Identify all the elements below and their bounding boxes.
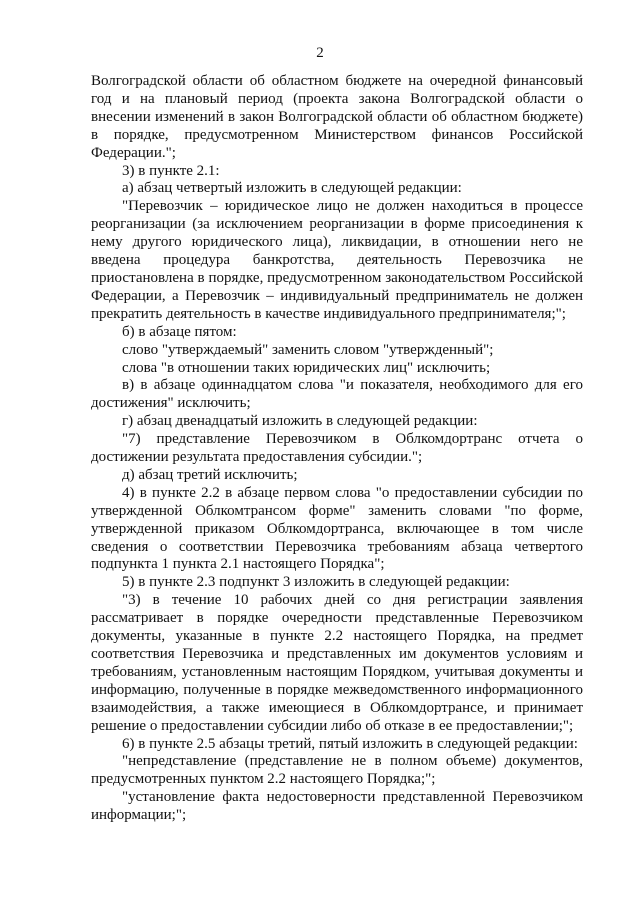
paragraph: 3) в пункте 2.1: [122,162,220,179]
paragraph: Волгоградской области об областном бюджете на очередной финансовый год и на плановый период (проекта закона Волгоградской области о внесении изменений в закон Волгоградской области об областном бюджете) в порядке, предусмотренном Министерством финансов Российской Федерации."; [91,73,583,161]
paragraph: 4) в пункте 2.2 в абзаце первом слова "о предоставлении субсидии по утвержденной Облкомтрансом форме" заменить словами "по форме, утвержденной приказом Облкомдортранса, включающее в том числе сведения о соответствии Перевозчика требованиям абзаца четвертого подпункта 1 пункта 2.1 настоящего Порядка"; [91,484,583,573]
paragraph: а) абзац четвертый изложить в следующей редакции: [122,180,462,197]
paragraph: "7) представление Перевозчиком в Облкомдортранс отчета о достижении результата предоставления субсидии."; [91,431,583,466]
page-number: 2 [316,45,324,61]
paragraph: б) в абзаце пятом: [122,323,237,340]
paragraph: "непредставление (представление не в полном объеме) документов, предусмотренных пунктом 2.2 настоящего Порядка;"; [91,753,583,788]
paragraph: г) абзац двенадцатый изложить в следующей редакции: [122,413,478,430]
paragraph: в) в абзаце одиннадцатом слова "и показателя, необходимого для его достижения" исключить; [91,377,583,412]
paragraph: "3) в течение 10 рабочих дней со дня регистрации заявления рассматривает в порядке очередности представленные Перевозчиком документы, указанные в пункте 2.2 настоящего Порядка, на предмет соответствия Перевозчика и представленных им документов условиям и требованиям, установленным настоящим Порядком, учитывая документы и информацию, полученные в порядке межведомственного информационного взаимодействия, а также имеющиеся в Облкомдортрансе, и принимает решение о предоставлении субсидии либо об отказе в ее предоставлении;"; [91,592,583,734]
paragraph: "установление факта недостоверности представленной Перевозчиком информации;"; [91,789,583,824]
paragraph: слово "утверждаемый" заменить словом "утвержденный"; [122,341,494,358]
paragraph: д) абзац третий исключить; [122,466,298,483]
paragraph: 6) в пункте 2.5 абзацы третий, пятый изложить в следующей редакции: [122,735,578,752]
paragraph: слова "в отношении таких юридических лиц" исключить; [122,359,491,376]
paragraph: 5) в пункте 2.3 подпункт 3 изложить в следующей редакции: [122,574,510,591]
document-body [91,73,583,825]
paragraph: "Перевозчик – юридическое лицо не должен находиться в процессе реорганизации (за исключением реорганизации в форме присоединения к нему другого юридического лица), ликвидации, в отношении него не введена процедура банкротства, деятельность Перевозчика не приостановлена в порядке, предусмотренном законодательством Российской Федерации, а Перевозчик – индивидуальный предприниматель не должен прекратить деятельность в качестве индивидуального предпринимателя;"; [91,198,583,322]
